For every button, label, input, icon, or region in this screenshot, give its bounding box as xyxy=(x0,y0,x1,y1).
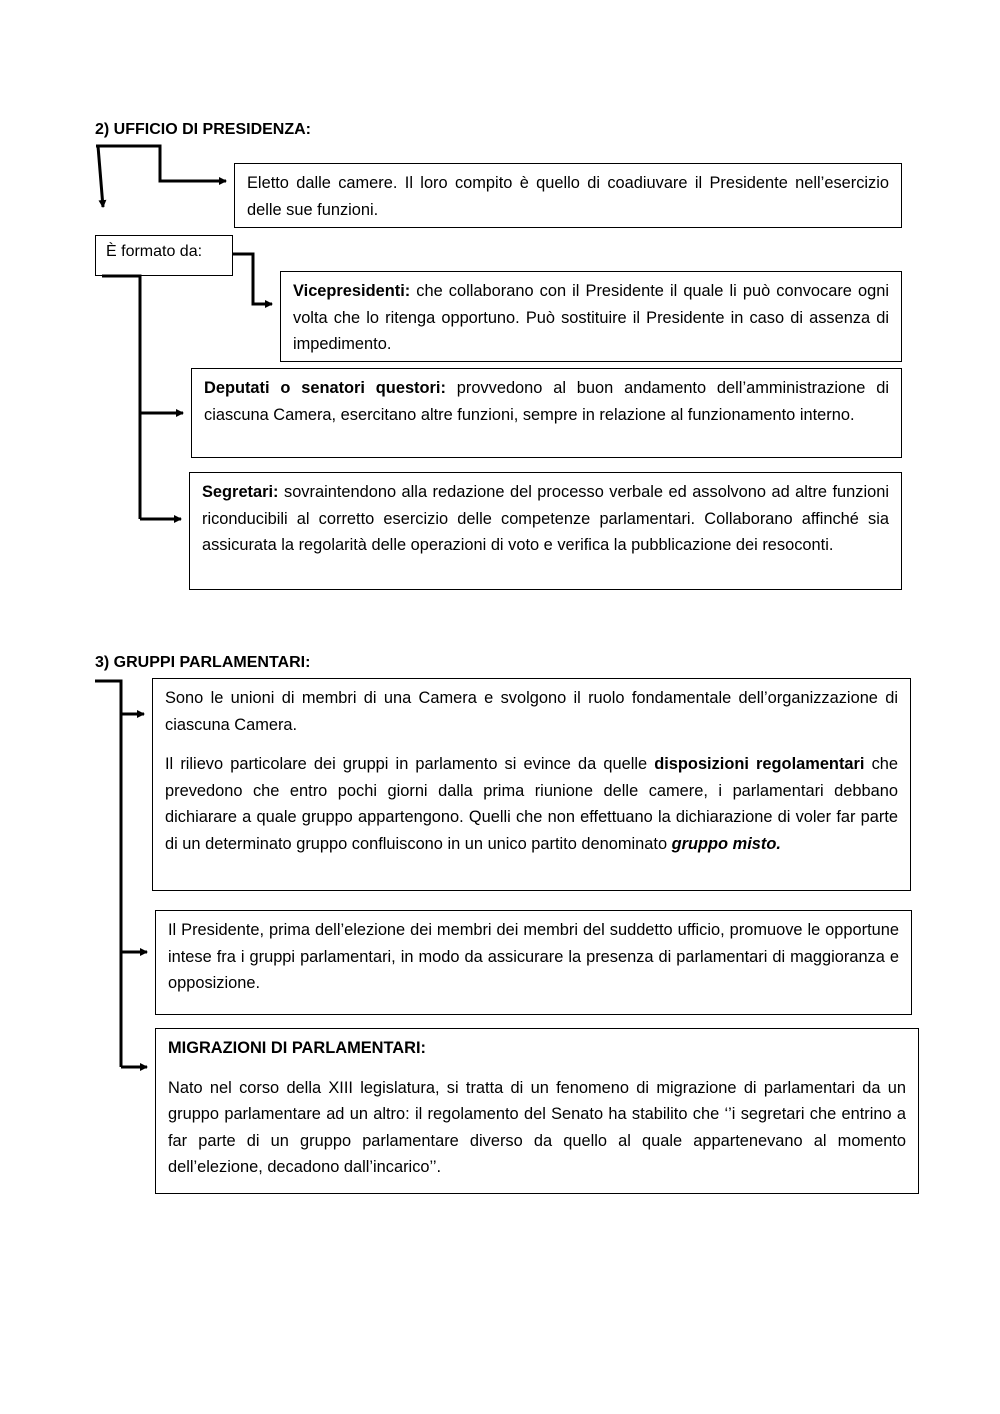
arrow-down-to-formed-by xyxy=(98,146,103,207)
elected-text: Eletto dalle camere. Il loro compito è quello di coadiuvare il Presidente nell’esercizio delle sue funzioni. xyxy=(247,174,889,219)
formed-by-label: È formato da: xyxy=(106,243,203,260)
migrazioni-title: MIGRAZIONI DI PARLAMENTARI: xyxy=(168,1039,426,1057)
formed-by-box xyxy=(95,235,233,276)
rilievo-text-b: che prevedono che entro pochi giorni dalla prima riunione delle camere, i parlamentari debbano dichiarare a quale gruppo appartengono. Quelli che non effettuano la dichiarazione di voler far parte di un determinato gruppo confluiscono in un unico partito denominato xyxy=(165,755,898,853)
gruppo-misto-term: gruppo misto. xyxy=(671,834,781,853)
gruppi-definition-box xyxy=(152,678,911,891)
member-box-segretari xyxy=(189,472,902,590)
member-text: che collaborano con il Presidente il quale li può convocare ogni volta che lo ritenga opportuno. Può sostituire il Presidente in caso di assenza di impedimento. xyxy=(293,282,889,353)
member-label: Vicepresidenti: xyxy=(293,282,411,300)
member-label: Segretari: xyxy=(202,483,279,501)
gruppi-definition-text: Sono le unioni di membri di una Camera e svolgono il ruolo fondamentale dell’organizzazione di ciascuna Camera. xyxy=(165,689,898,734)
migrazioni-box xyxy=(155,1028,919,1194)
member-label: Deputati o senatori questori: xyxy=(204,379,446,397)
gruppi-rilievo-text xyxy=(165,751,898,857)
trunk-section2 xyxy=(102,276,140,519)
member-text: provvedono al buon andamento dell’amministrazione di ciascuna Camera, esercitano altre funzioni, sempre in relazione al funzionamento interno. xyxy=(204,379,889,424)
arrow-to-vicepresidenti xyxy=(233,254,272,304)
section-heading-ufficio-presidenza: 2) UFFICIO DI PRESIDENZA: xyxy=(95,121,312,138)
elected-box xyxy=(234,163,902,228)
presidente-intese-text: Il Presidente, prima dell’elezione dei membri dei membri del suddetto ufficio, promuove le opportune intese fra i gruppi parlamentari, in modo da assicurare la presenza di parlamentari di maggioranza e opposizione. xyxy=(168,921,899,992)
member-box-questori xyxy=(191,368,902,458)
arrow-to-elected-box xyxy=(96,146,226,181)
migrazioni-text: Nato nel corso della XIII legislatura, si tratta di un fenomeno di migrazione di parlamentari da un gruppo parlamentare ad un altro: il regolamento del Senato ha stabilito che ‘’i segretari che entrino a far parte di un gruppo parlamentare diverso da quello al quale appartenevano al momento dell’elezione, decadono dall’incarico’’. xyxy=(168,1078,906,1176)
trunk-section3 xyxy=(95,681,121,1067)
presidente-intese-box xyxy=(155,910,912,1015)
member-text: sovraintendono alla redazione del processo verbale ed assolvono ad altre funzioni riconducibili al corretto esercizio delle competenze parlamentari. Collaborano affinché sia assicurata la regolarità delle operazioni di voto e verifica la pubblicazione dei resoconti. xyxy=(202,483,889,554)
member-box-vicepresidenti xyxy=(280,271,902,362)
section-heading-gruppi-parlamentari: 3) GRUPPI PARLAMENTARI: xyxy=(95,654,311,671)
rilievo-bold: disposizioni regolamentari xyxy=(654,755,865,773)
rilievo-text-a: Il rilievo particolare dei gruppi in parlamento si evince da quelle xyxy=(165,755,655,773)
